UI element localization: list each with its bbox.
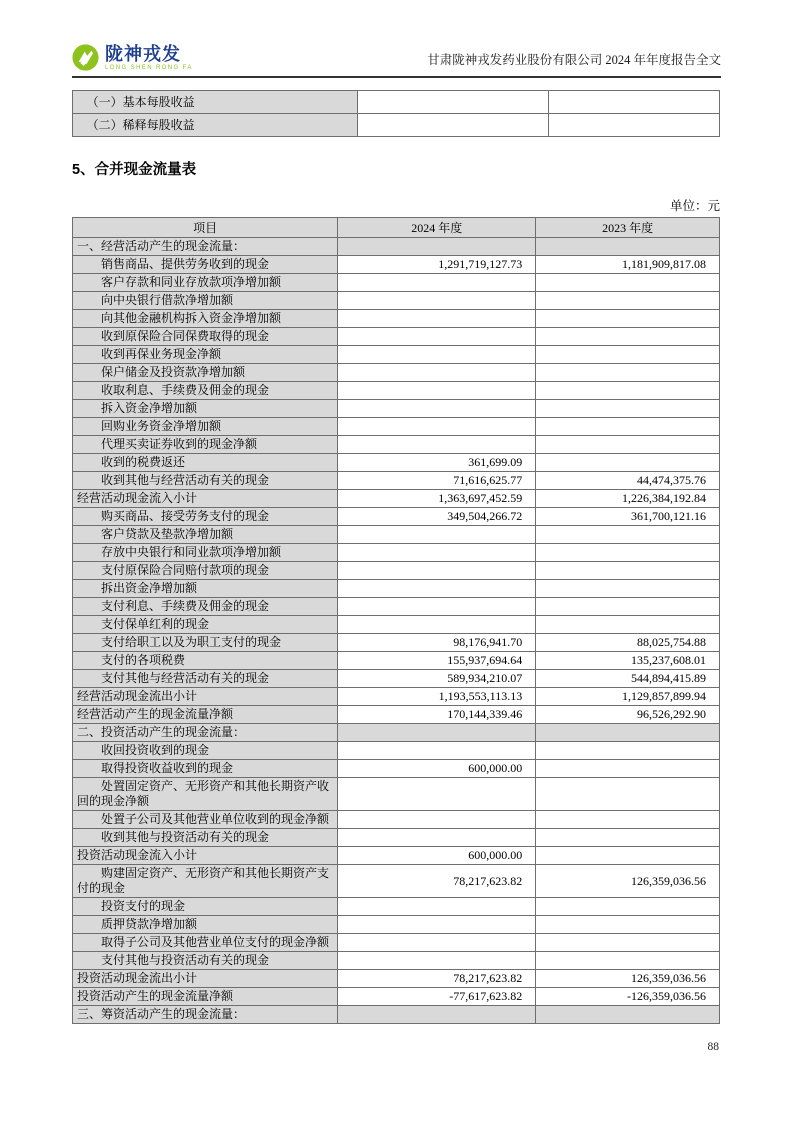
- value-2023: [536, 238, 720, 256]
- column-header-item: 项目: [73, 218, 338, 238]
- value-2023: [536, 616, 720, 634]
- row-label: 收到的税费返还: [73, 454, 338, 472]
- value-2024: [338, 274, 536, 292]
- table-row: [73, 238, 720, 256]
- row-label: 收到原保险合同保费取得的现金: [73, 328, 338, 346]
- cashflow-table: [72, 217, 720, 1024]
- table-row: [73, 742, 720, 760]
- table-row: [73, 526, 720, 544]
- table-row: [73, 256, 720, 274]
- row-label: 收取利息、手续费及佣金的现金: [73, 382, 338, 400]
- table-row: [73, 970, 720, 988]
- row-label: 支付给职工以及为职工支付的现金: [73, 634, 338, 652]
- value-2023: [536, 526, 720, 544]
- brand-name-cn: 陇神戎发: [105, 43, 181, 64]
- row-label: 回购业务资金净增加额: [73, 418, 338, 436]
- row-label: 三、筹资活动产生的现金流量：: [73, 1006, 338, 1024]
- value-2024: [338, 742, 536, 760]
- report-title: 甘肃陇神戎发药业股份有限公司 2024 年年度报告全文: [427, 53, 721, 67]
- value-2024: 361,699.09: [338, 454, 536, 472]
- value-2024: 71,616,625.77: [338, 472, 536, 490]
- table-row: [73, 91, 720, 114]
- value-2024: [338, 829, 536, 847]
- value-2024: [338, 916, 536, 934]
- row-label: 二、投资活动产生的现金流量：: [73, 724, 338, 742]
- table-row: [73, 346, 720, 364]
- value-2024: [338, 418, 536, 436]
- row-label: （一）基本每股收益: [73, 91, 358, 114]
- value-2024: [338, 328, 536, 346]
- table-row: [73, 898, 720, 916]
- page-number: 88: [707, 1041, 719, 1053]
- row-label: 取得投资收益收到的现金: [73, 760, 338, 778]
- value-2024: [338, 724, 536, 742]
- row-label: 经营活动现金流入小计: [73, 490, 338, 508]
- value-2024: 78,217,623.82: [338, 970, 536, 988]
- table-row: [73, 490, 720, 508]
- value-2023: [536, 847, 720, 865]
- value-2024: -77,617,623.82: [338, 988, 536, 1006]
- row-label: 客户存款和同业存放款项净增加额: [73, 274, 338, 292]
- value-2023: [536, 1006, 720, 1024]
- value-2023: [536, 724, 720, 742]
- row-label: 经营活动现金流出小计: [73, 688, 338, 706]
- value-2023: [536, 292, 720, 310]
- value-2024: [338, 400, 536, 418]
- value-2023: 544,894,415.89: [536, 670, 720, 688]
- value-2023: 44,474,375.76: [536, 472, 720, 490]
- value-2024: [338, 526, 536, 544]
- row-label: 存放中央银行和同业款项净增加额: [73, 544, 338, 562]
- value-2023: -126,359,036.56: [536, 988, 720, 1006]
- value-2024: [338, 346, 536, 364]
- table-row: [73, 988, 720, 1006]
- value-2023: [536, 400, 720, 418]
- row-label: （二）稀释每股收益: [73, 114, 358, 137]
- brand-name-en: LONG SHEN RONG FA: [105, 64, 193, 71]
- value-2024: [338, 1006, 536, 1024]
- value-2024: 349,504,266.72: [338, 508, 536, 526]
- table-row: [73, 706, 720, 724]
- value-2024: 98,176,941.70: [338, 634, 536, 652]
- value-2023: [536, 364, 720, 382]
- value-2023: [536, 346, 720, 364]
- table-row: [73, 847, 720, 865]
- row-label: 取得子公司及其他营业单位支付的现金净额: [73, 934, 338, 952]
- table-row: [73, 364, 720, 382]
- row-label: 收到其他与经营活动有关的现金: [73, 472, 338, 490]
- row-label: 收回投资收到的现金: [73, 742, 338, 760]
- value-2024: [338, 934, 536, 952]
- value-2023: [536, 544, 720, 562]
- row-label: 收到再保业务现金净额: [73, 346, 338, 364]
- row-label: 投资活动现金流入小计: [73, 847, 338, 865]
- table-row: [73, 562, 720, 580]
- value-2023: 1,226,384,192.84: [536, 490, 720, 508]
- table-row: [73, 418, 720, 436]
- row-label: 支付的各项税费: [73, 652, 338, 670]
- row-label: 销售商品、提供劳务收到的现金: [73, 256, 338, 274]
- value-2024: [338, 778, 536, 811]
- value-2024: 1,363,697,452.59: [338, 490, 536, 508]
- value-2023: [548, 91, 719, 114]
- company-logo: [72, 44, 193, 71]
- value-2023: 126,359,036.56: [536, 865, 720, 898]
- table-row: [73, 724, 720, 742]
- logo-leaf-icon: [72, 44, 99, 71]
- value-2023: [536, 436, 720, 454]
- column-header-2024: 2024 年度: [338, 218, 536, 238]
- value-2023: 88,025,754.88: [536, 634, 720, 652]
- column-header-2023: 2023 年度: [536, 218, 720, 238]
- row-label: 向其他金融机构拆入资金净增加额: [73, 310, 338, 328]
- table-header-row: [73, 218, 720, 238]
- row-label: 处置子公司及其他营业单位收到的现金净额: [73, 811, 338, 829]
- row-label: 支付利息、手续费及佣金的现金: [73, 598, 338, 616]
- value-2023: [536, 952, 720, 970]
- value-2023: [548, 114, 719, 137]
- table-row: [73, 544, 720, 562]
- row-label: 一、经营活动产生的现金流量：: [73, 238, 338, 256]
- table-row: [73, 811, 720, 829]
- table-row: [73, 952, 720, 970]
- value-2024: [338, 562, 536, 580]
- value-2023: [536, 598, 720, 616]
- table-row: [73, 580, 720, 598]
- value-2024: [338, 544, 536, 562]
- value-2024: 589,934,210.07: [338, 670, 536, 688]
- value-2023: [536, 580, 720, 598]
- value-2024: 1,193,553,113.13: [338, 688, 536, 706]
- value-2023: [536, 274, 720, 292]
- value-2023: [536, 742, 720, 760]
- value-2024: 600,000.00: [338, 847, 536, 865]
- row-label: 向中央银行借款净增加额: [73, 292, 338, 310]
- row-label: 支付其他与投资活动有关的现金: [73, 952, 338, 970]
- row-label: 投资活动产生的现金流量净额: [73, 988, 338, 1006]
- value-2024: [338, 310, 536, 328]
- value-2024: [338, 238, 536, 256]
- table-row: [73, 916, 720, 934]
- row-label: 客户贷款及垫款净增加额: [73, 526, 338, 544]
- row-label: 收到其他与投资活动有关的现金: [73, 829, 338, 847]
- row-label: 经营活动产生的现金流量净额: [73, 706, 338, 724]
- table-row: [73, 114, 720, 137]
- value-2024: [338, 598, 536, 616]
- table-row: [73, 634, 720, 652]
- row-label: 拆入资金净增加额: [73, 400, 338, 418]
- eps-table: [72, 90, 720, 137]
- value-2023: [536, 418, 720, 436]
- value-2024: 1,291,719,127.73: [338, 256, 536, 274]
- table-row: [73, 934, 720, 952]
- value-2024: [338, 898, 536, 916]
- table-row: [73, 400, 720, 418]
- table-row: [73, 436, 720, 454]
- row-label: 处置固定资产、无形资产和其他长期资产收回的现金净额: [73, 778, 338, 811]
- row-label: 保户储金及投资款净增加额: [73, 364, 338, 382]
- row-label: 支付其他与经营活动有关的现金: [73, 670, 338, 688]
- table-row: [73, 865, 720, 898]
- row-label: 拆出资金净增加额: [73, 580, 338, 598]
- value-2024: [338, 436, 536, 454]
- table-row: [73, 292, 720, 310]
- value-2023: [536, 778, 720, 811]
- table-row: [73, 382, 720, 400]
- row-label: 投资支付的现金: [73, 898, 338, 916]
- value-2024: 170,144,339.46: [338, 706, 536, 724]
- table-row: [73, 652, 720, 670]
- unit-label: 单位：元: [669, 199, 720, 213]
- brand-text-block: [105, 45, 193, 71]
- table-row: [73, 472, 720, 490]
- table-row: [73, 508, 720, 526]
- row-label: 代理买卖证券收到的现金净额: [73, 436, 338, 454]
- page-header: [72, 0, 721, 78]
- row-label: 支付保单红利的现金: [73, 616, 338, 634]
- value-2024: 155,937,694.64: [338, 652, 536, 670]
- value-2023: [536, 916, 720, 934]
- table-row: [73, 454, 720, 472]
- value-2024: [338, 382, 536, 400]
- value-2023: [536, 898, 720, 916]
- value-2024: [338, 616, 536, 634]
- value-2024: [338, 364, 536, 382]
- table-row: [73, 328, 720, 346]
- table-row: [73, 829, 720, 847]
- value-2024: [338, 952, 536, 970]
- table-row: [73, 670, 720, 688]
- value-2024: [338, 580, 536, 598]
- table-row: [73, 616, 720, 634]
- value-2023: 135,237,608.01: [536, 652, 720, 670]
- value-2023: [536, 562, 720, 580]
- value-2023: 1,129,857,899.94: [536, 688, 720, 706]
- value-2023: 361,700,121.16: [536, 508, 720, 526]
- value-2023: [536, 454, 720, 472]
- table-row: [73, 688, 720, 706]
- table-row: [73, 778, 720, 811]
- value-2024: [338, 811, 536, 829]
- value-2024: 600,000.00: [338, 760, 536, 778]
- table-row: [73, 1006, 720, 1024]
- table-row: [73, 274, 720, 292]
- value-2023: [536, 382, 720, 400]
- row-label: 质押贷款净增加额: [73, 916, 338, 934]
- row-label: 购买商品、接受劳务支付的现金: [73, 508, 338, 526]
- section-title: 5、合并现金流量表: [72, 162, 197, 178]
- value-2024: [338, 292, 536, 310]
- row-label: 购建固定资产、无形资产和其他长期资产支付的现金: [73, 865, 338, 898]
- value-2023: [536, 811, 720, 829]
- value-2024: [357, 91, 548, 114]
- value-2023: [536, 829, 720, 847]
- page-content: [72, 78, 720, 1024]
- value-2023: 1,181,909,817.08: [536, 256, 720, 274]
- row-label: 支付原保险合同赔付款项的现金: [73, 562, 338, 580]
- table-row: [73, 310, 720, 328]
- value-2023: 96,526,292.90: [536, 706, 720, 724]
- table-row: [73, 760, 720, 778]
- value-2024: [357, 114, 548, 137]
- value-2023: [536, 760, 720, 778]
- value-2024: 78,217,623.82: [338, 865, 536, 898]
- value-2023: [536, 328, 720, 346]
- row-label: 投资活动现金流出小计: [73, 970, 338, 988]
- value-2023: [536, 310, 720, 328]
- value-2023: [536, 934, 720, 952]
- table-row: [73, 598, 720, 616]
- value-2023: 126,359,036.56: [536, 970, 720, 988]
